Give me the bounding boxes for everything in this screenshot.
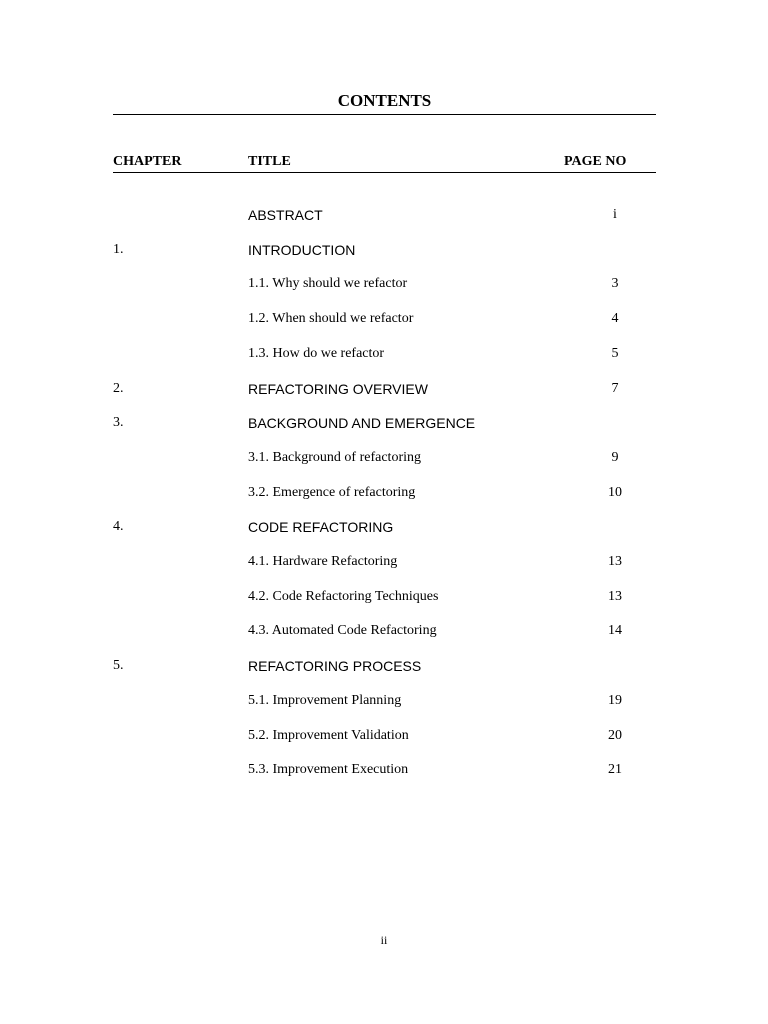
toc-entry-page: 3 [611, 276, 619, 291]
toc-entry [0, 691, 768, 711]
toc-entry [0, 760, 768, 780]
toc-entry-title: INTRODUCTION [248, 242, 356, 258]
toc-entry-chapter-number: 4. [113, 519, 124, 534]
toc-entry-page: 13 [608, 554, 622, 569]
toc-entry-title: CODE REFACTORING [248, 519, 394, 535]
toc-entry-title: REFACTORING PROCESS [248, 658, 422, 674]
toc-entry-chapter-number: 3. [113, 415, 124, 430]
toc-entry [0, 621, 768, 641]
toc-entry-title: 1.3. How do we refactor [248, 346, 385, 361]
column-header-page-no: PAGE NO [564, 154, 627, 169]
toc-entry-chapter-number: 1. [113, 242, 124, 257]
toc-entry [0, 726, 768, 746]
toc-entry [0, 413, 768, 433]
toc-entry-title: 5.2. Improvement Validation [248, 728, 409, 743]
toc-entry-page: 4 [611, 311, 619, 326]
toc-entry [0, 205, 768, 225]
toc-entry-page: i [613, 207, 617, 222]
toc-entry-chapter-number: 2. [113, 381, 124, 396]
toc-entry-title: 3.1. Background of refactoring [248, 450, 421, 465]
toc-entry [0, 552, 768, 572]
toc-entry-title: REFACTORING OVERVIEW [248, 381, 428, 397]
toc-entry [0, 309, 768, 329]
toc-entry [0, 240, 768, 260]
toc-entry-title: 5.3. Improvement Execution [248, 762, 409, 777]
toc-entry-page: 21 [608, 762, 622, 777]
toc-entry [0, 483, 768, 503]
toc-entry [0, 274, 768, 294]
toc-entry-page: 13 [608, 589, 622, 604]
toc-entry-page: 9 [611, 450, 619, 465]
toc-entry-title: 4.2. Code Refactoring Techniques [248, 589, 439, 604]
toc-entry-page: 5 [611, 346, 619, 361]
toc-entry-chapter-number: 5. [113, 658, 124, 673]
toc-entry-title: 1.2. When should we refactor [248, 311, 414, 326]
toc-entry-title: 1.1. Why should we refactor [248, 276, 408, 291]
toc-entry-title: 3.2. Emergence of refactoring [248, 485, 416, 500]
toc-entry [0, 448, 768, 468]
toc-entry [0, 379, 768, 399]
toc-entry [0, 344, 768, 364]
toc-entry-page: 10 [608, 485, 622, 500]
toc-entry-page: 20 [608, 728, 622, 743]
column-header-chapter: CHAPTER [113, 154, 182, 169]
toc-entry-page: 14 [608, 623, 622, 638]
toc-entry [0, 587, 768, 607]
column-header-title: TITLE [248, 154, 291, 169]
toc-entry [0, 656, 768, 676]
toc-entry-title: 5.1. Improvement Planning [248, 693, 402, 708]
toc-entry-page: 7 [611, 381, 619, 396]
footer-page-number: ii [380, 933, 388, 947]
toc-entry [0, 517, 768, 537]
toc-entry-title: 4.3. Automated Code Refactoring [248, 623, 437, 638]
toc-entry-title: BACKGROUND AND EMERGENCE [248, 415, 476, 431]
toc-entry-page: 19 [608, 693, 622, 708]
page-title: CONTENTS [337, 91, 432, 110]
toc-entry-title: 4.1. Hardware Refactoring [248, 554, 398, 569]
toc-entry-title: ABSTRACT [248, 207, 323, 223]
